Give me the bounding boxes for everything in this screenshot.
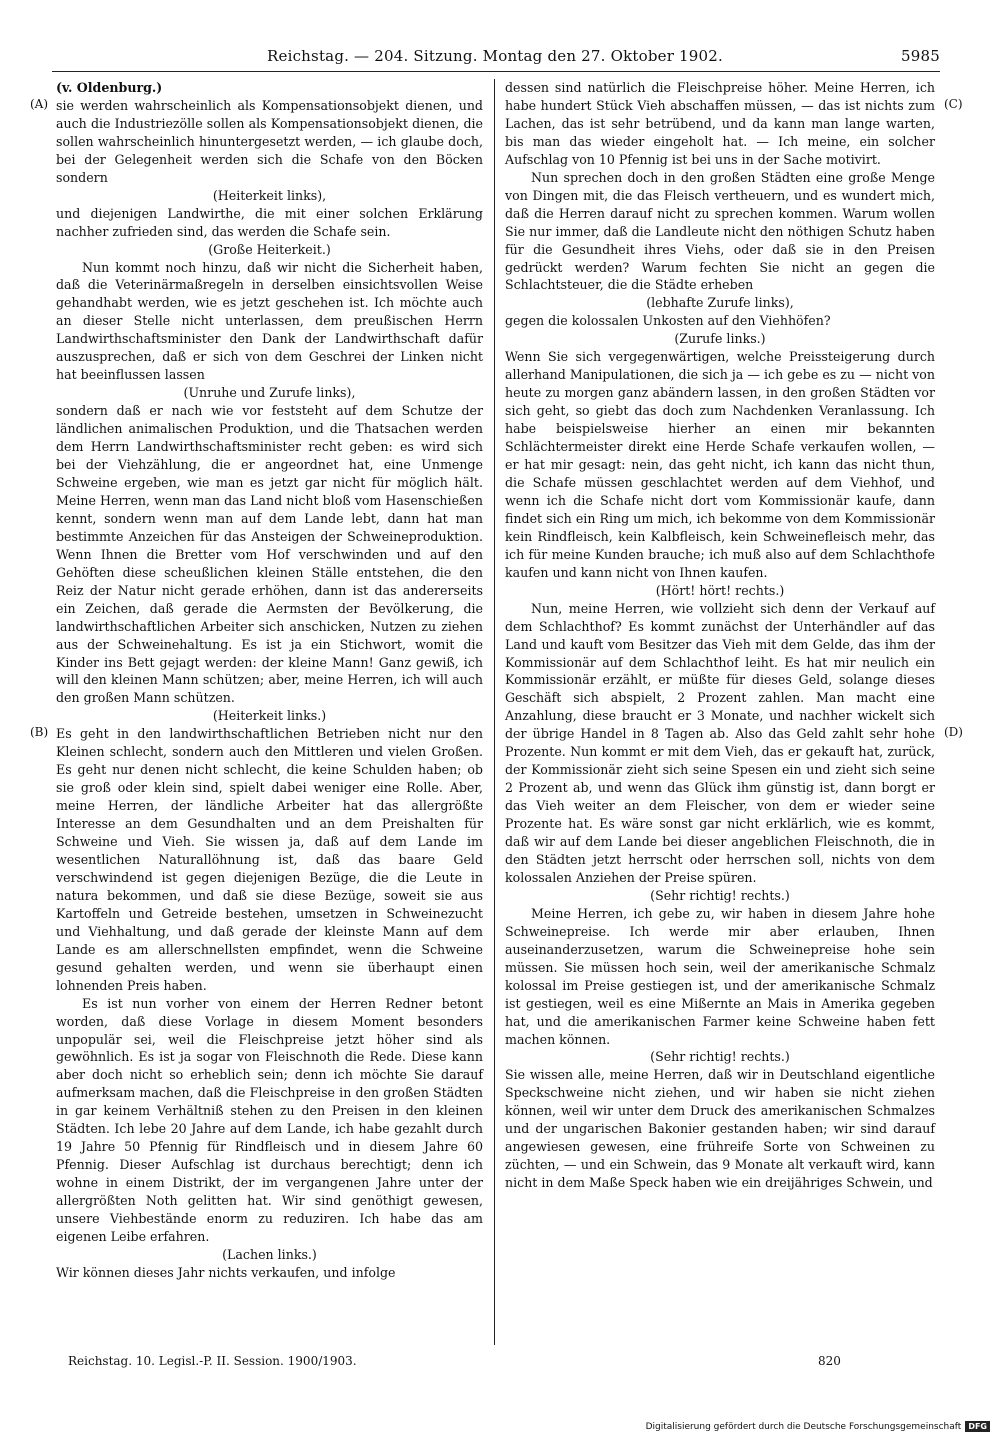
interjection: (Sehr richtig! rechts.): [650, 1049, 790, 1065]
interjection: (Unruhe und Zurufe links),: [183, 385, 356, 401]
paragraph: Sie wissen alle, meine Herren, daß wir in Deutschland eigentliche Speckschweine nicht ziehen, und wir haben sie nicht ziehen können, weil wir unter dem Druck des amerikanischen Schmalzes und der ungarischen Bakonier gestanden haben; wir sind darauf angewiesen gewesen, eine frühreife Sorte von Schweinen zu züchten, — und ein Schwein, das 9 Monate alt verkauft wird, kann nicht in dem Maße Speck haben wie ein dreijähriges Schwein, und: [505, 1067, 935, 1191]
dfg-logo: DFG: [965, 1421, 990, 1432]
interjection: (Heiterkeit links.): [212, 708, 327, 724]
interjection: (Lachen links.): [222, 1246, 317, 1262]
paragraph: Wenn Sie sich vergegenwärtigen, welche Preissteigerung durch allerhand Manipulationen, die sich ja — ich gebe es zu — nicht von heute zu morgen ganz abändern lassen, in den großen Städten vor sich geht, so giebt das doch zum Nachdenken Veranlassung. Ich habe beispielsweise hierher an einen mir bekannten Schlächtermeister direkt eine Herde Schafe verkaufen wollen, — er hat mir gesagt: nein, das geht nicht, ich kann das nicht thun, die Schafe müssen geschlachtet werden auf dem Viehhof, und wenn ich die Schafe nicht dort vom Kommissionär kaufe, dann findet sich ein Ring um mich, ich bekomme von dem Kommissionär kein Rindfleisch, kein Kalbfleisch, kein Schweinefleisch mehr, das ich für meine Kunden brauche; ich muß also auf dem Schlachthofe kaufen und kann nicht von Ihnen kaufen.: [505, 349, 935, 580]
paragraph: Es ist nun vorher von einem der Herren Redner betont worden, daß diese Vorlage in diesem Moment besonders unpopulär sei, weil die Fleischpreise jetzt höher sind als gewöhnlich. Es ist ja sogar von Fleischnoth die Rede. Diese kann aber doch nicht so erheblich sein; denn ich möchte Sie darauf aufmerksam machen, daß die Fleischpreise in den großen Städten in gar keinem Verhältniß stehen zu den Preisen in den kleinen Städten. Ich lebe 20 Jahre auf dem Lande, ich habe gezahlt durch 19 Jahre 50 Pfennig für Rindfleisch und in diesem Jahre 60 Pfennig. Dieser Aufschlag ist durchaus berechtigt; denn ich wohne in einem Distrikt, der im vergangenen Jahre unter der allergrößten Noth gelitten hat. Wir sind genöthigt gewesen, unsere Viehbestände enorm zu reduziren. Ich habe das am eigenen Leibe erfahren.: [56, 995, 483, 1244]
speaker-name: (v. Oldenburg.): [56, 80, 163, 95]
digitization-credit: [646, 1421, 990, 1432]
paragraph: und diejenigen Landwirthe, die mit einer solchen Erklärung nachher zufrieden sind, das werden die Schafe sein.: [56, 205, 483, 239]
page-number: 5985: [901, 47, 940, 65]
paragraph: Wir können dieses Jahr nichts verkaufen, und infolge: [56, 1264, 396, 1280]
interjection: (Heiterkeit links),: [212, 187, 327, 203]
margin-marker-b: (B): [30, 725, 49, 739]
footer-session: Reichstag. 10. Legisl.-P. II. Session. 1900/1903.: [68, 1354, 357, 1368]
paragraph: dessen sind natürlich die Fleischpreise höher. Meine Herren, ich habe hundert Stück Vieh abschaffen müssen, — das ist nichts zum Lachen, das ist sehr betrübend, und da kann man lange warten, bis man das wieder eingeholt hat. — Ich meine, ein solcher Aufschlag von 10 Pfennig ist bei uns in der Sache motivirt.: [505, 80, 935, 167]
paragraph: Nun, meine Herren, wie vollzieht sich denn der Verkauf auf dem Schlachthof? Es kommt zunächst der Unterhändler auf das Land und kauft vom Besitzer das Vieh mit dem Gelde, das ihm der Kommissionär auf dem Schlachthof leiht. Es hat mir neulich ein Kommissionär erzählt, er müßte für dieses Geld, solange dieses Geschäft sich abspielt, 2 Prozent zahlen. Man macht eine Anzahlung, diese braucht er 3 Monate, und nachher wickelt sich der übrige Handel in 8 Tagen ab. Also das Geld zahlt sehr hohe Prozente. Nun kommt er mit dem Vieh, das er gekauft hat, zurück, der Kommissionär zieht sich seine Spesen ein und zieht sich seine 2 Prozent ab, und wenn das Glück ihm günstig ist, dann borgt er das Vieh weiter an dem Fleischer, von dem er wieder seine Prozente hat. Es wäre sonst gar nicht erklärlich, wie es kommt, daß wir auf dem Lande bei dieser angeblichen Fleischnoth, die in den Städten jetzt herrscht oder herrschen soll, nichts von dem kolossalen Anziehen der Preise spüren.: [505, 600, 935, 885]
margin-marker-a: (A): [30, 97, 49, 111]
interjection: (Hört! hört! rechts.): [655, 582, 785, 598]
interjection: (Zurufe links.): [674, 331, 766, 347]
left-column: [56, 79, 483, 1282]
footer-sheet-number: 820: [818, 1354, 841, 1368]
header-rule: [52, 71, 940, 72]
interjection: (Große Heiterkeit.): [208, 241, 331, 257]
interjection: (lebhafte Zurufe links),: [646, 295, 794, 311]
margin-marker-c: (C): [944, 97, 963, 111]
right-column: [505, 79, 935, 1192]
page-header: [50, 47, 940, 73]
paragraph: sondern daß er nach wie vor feststeht auf dem Schutze der ländlichen animalischen Produktion, und die Thatsachen werden dem Herrn Landwirthschaftsminister recht geben: es wird sich bei der Viehzählung, die er angeordnet hat, eine Unmenge Schweine ergeben, wie man es jetzt gar nicht für möglich hält. Meine Herren, wenn man das Land nicht bloß vom Hasenschießen kennt, sondern wenn man auf dem Lande lebt, dann hat man bestimmte Anzeichen für das Ansteigen der Schweineproduktion. Wenn Ihnen die Bretter vom Hof verschwinden und auf den Gehöften diese scheußlichen kleinen Ställe entstehen, die den Reiz der Natur nicht gerade erhöhen, dann ist das andererseits ein Zeichen, daß gerade die Aermsten der Bevölkerung, die landwirthschaftlichen Arbeiter sich anschicken, Nutzen zu ziehen aus der Schweinehaltung. Es ist ja ein Stichwort, womit die Kinder ins Bett gejagt werden: der kleine Mann! Ganz gewiß, ich will den kleinen Mann schützen; aber, meine Herren, ich will auch den großen Mann schützen.: [56, 403, 483, 706]
margin-marker-d: (D): [944, 725, 963, 739]
header-title: Reichstag. — 204. Sitzung. Montag den 27. Oktober 1902.: [267, 47, 723, 65]
paragraph: gegen die kolossalen Unkosten auf den Viehhöfen?: [505, 313, 831, 329]
column-divider: [494, 79, 495, 1345]
paragraph: Es geht in den landwirthschaftlichen Betrieben nicht nur den Kleinen schlecht, sondern auch den Mittleren und vielen Großen. Es geht nur denen nicht schlecht, die keine Schulden haben; ob sie groß oder klein sind, spielt dabei weniger eine Rolle. Aber, meine Herren, der ländliche Arbeiter hat das allergrößte Interesse an dem Gesundhalten und an dem Preishalten für Schweine und Vieh. Sie wissen ja, daß auf dem Lande im wesentlichen Naturallöhnung ist, daß das baare Geld verschwindend ist gegen diejenigen Bezüge, die die Leute in natura bekommen, und daß sie diese Bezüge, soweit sie aus Kartoffeln und Getreide bestehen, umsetzen in Schweinezucht und Viehhaltung, und daß gerade der kleinste Mann auf dem Lande es am allerschnellsten empfindet, wenn die Schweine gesund gehalten werden, und wenn sie überhaupt einen lohnenden Preis haben.: [56, 726, 483, 993]
interjection: (Sehr richtig! rechts.): [650, 887, 790, 903]
paragraph: Nun sprechen doch in den großen Städten eine große Menge von Dingen mit, die das Fleisch vertheuern, und es wundert mich, daß die Herren darauf nicht zu sprechen kommen. Warum wollen Sie nur immer, daß die Landleute nicht den nöthigen Schutz haben für die Gesundheit ihres Viehs, oder daß sie in den Preisen gedrückt werden? Warum fechten Sie nicht an gegen die Schlachtsteuer, die die Städte erheben: [505, 169, 935, 293]
paragraph: Nun kommt noch hinzu, daß wir nicht die Sicherheit haben, daß die Veterinärmaßregeln in derselben einsichtsvollen Weise gehandhabt werden, wie es jetzt geschehen ist. Ich möchte auch an dieser Stelle nicht unterlassen, dem preußischen Herrn Landwirthschaftsminister den Dank der Landwirthschaft dafür auszusprechen, daß er sich von dem Geschrei der Linken nicht hat beeinflussen lassen: [56, 259, 483, 383]
paragraph: sie werden wahrscheinlich als Kompensationsobjekt dienen, und auch die Industriezölle sollen als Kompensationsobjekt dienen, die sollen wahrscheinlich hinuntergesetzt werden, — ich glaube doch, bei der Gelegenheit werden sich die Schafe von den Böcken sondern: [56, 97, 483, 185]
paragraph: Meine Herren, ich gebe zu, wir haben in diesem Jahre hohe Schweinepreise. Ich werde mir aber erlauben, Ihnen auseinanderzusetzen, warum die Schweinepreise hohe sein müssen. Sie müssen hoch sein, weil der amerikanische Schmalz kolossal im Preise gestiegen ist, und der amerikanische Schmalz ist gestiegen, weil es eine Mißernte an Mais in Amerika gegeben hat, und die amerikanischen Farmer keine Schweine haben fett machen können.: [505, 905, 935, 1047]
credit-text: Digitalisierung gefördert durch die Deutsche Forschungsgemeinschaft: [645, 1421, 962, 1432]
